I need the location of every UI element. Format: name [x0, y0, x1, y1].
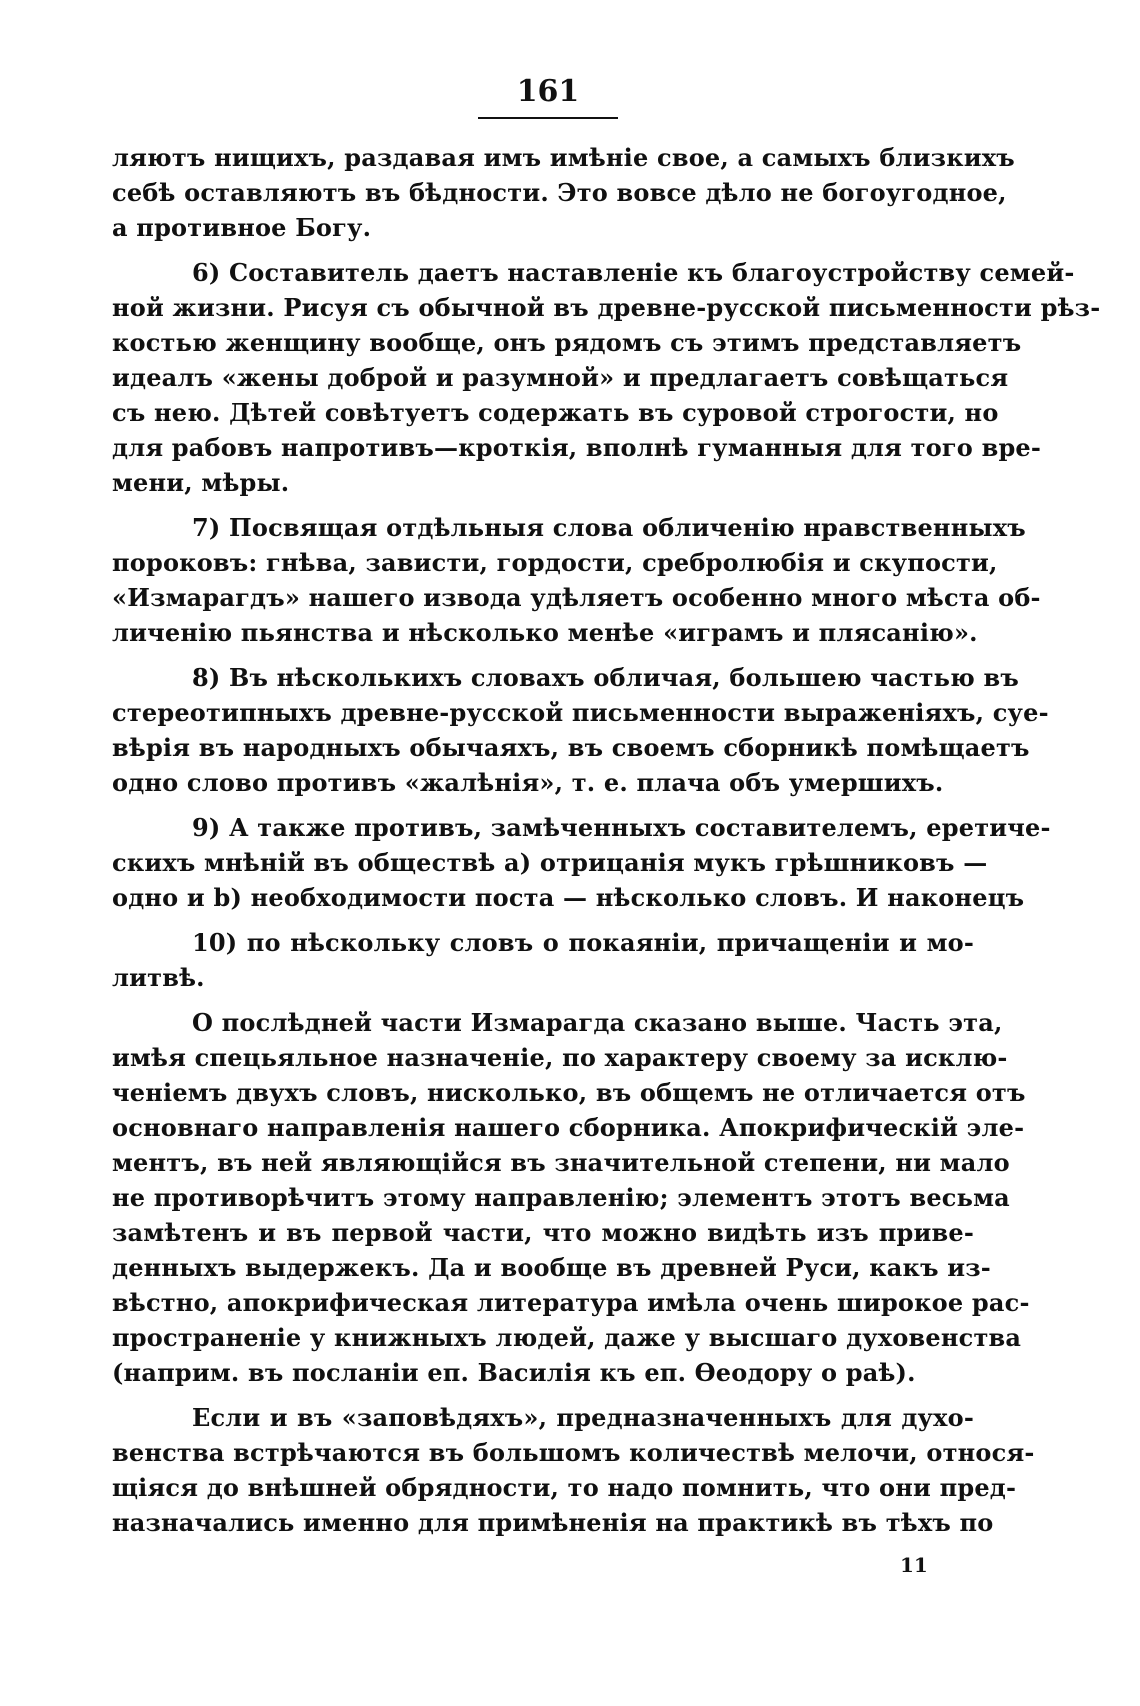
text-line: скихъ мнѣній въ обществѣ а) отрицанія мукъ грѣшниковъ —: [112, 848, 988, 877]
paragraph-6: [112, 925, 974, 995]
text-line: 6) Составитель даетъ наставленіе къ благоустройству семей-: [192, 258, 1075, 287]
paragraph-7: [112, 1005, 1030, 1390]
text-line: пороковъ: гнѣва, зависти, гордости, сребролюбія и скупости,: [112, 548, 998, 577]
text-line: Если и въ «заповѣдяхъ», предназначенныхъ для духо-: [192, 1403, 974, 1432]
text-line: личенію пьянства и нѣсколько менѣе «играмъ и плясанію».: [112, 618, 978, 647]
text-line: 9) А также противъ, замѣченныхъ составителемъ, еретиче-: [192, 813, 1051, 842]
text-line: стереотипныхъ древне-русской письменности выраженіяхъ, суе-: [112, 698, 1049, 727]
paragraph-4: [112, 660, 1049, 800]
text-line: пространеніе у книжныхъ людей, даже у высшаго духовенства: [112, 1323, 1022, 1352]
text-line: 7) Посвящая отдѣльныя слова обличенію нравственныхъ: [192, 513, 1026, 542]
text-line: имѣя спецьяльное назначеніе, по характеру своему за исклю-: [112, 1043, 1008, 1072]
text-line: себѣ оставляютъ въ бѣдности. Это вовсе дѣло не богоугодное,: [112, 178, 1007, 207]
body-text: [112, 140, 1101, 1540]
text-line: «Измарагдъ» нашего извода удѣляетъ особенно много мѣста об-: [112, 583, 1041, 612]
text-line: мени, мѣры.: [112, 468, 290, 497]
paragraph-5: [112, 810, 1051, 915]
text-line: ляютъ нищихъ, раздавая имъ имѣніе свое, а самыхъ близкихъ: [112, 143, 1015, 172]
text-line: ной жизни. Рисуя съ обычной въ древне-русской письменности рѣз-: [112, 293, 1101, 322]
text-line: 10) по нѣскольку словъ о покаяніи, причащеніи и мо-: [192, 928, 974, 957]
text-line: не противорѣчитъ этому направленію; элементъ этотъ весьма: [112, 1183, 1010, 1212]
text-line: 8) Въ нѣсколькихъ словахъ обличая, большею частью въ: [192, 663, 1020, 692]
text-line: О послѣдней части Измарагда сказано выше. Часть эта,: [192, 1008, 1003, 1037]
text-line: костью женщину вообще, онъ рядомъ съ этимъ представляетъ: [112, 328, 1022, 357]
text-line: ченіемъ двухъ словъ, нисколько, въ общемъ не отличается отъ: [112, 1078, 1026, 1107]
text-line: замѣтенъ и въ первой части, что можно видѣть изъ приве-: [112, 1218, 974, 1247]
text-line: (наприм. въ посланіи еп. Василія къ еп. Ѳеодору о раѣ).: [112, 1358, 916, 1387]
paragraph-3: [112, 510, 1041, 650]
text-line: денныхъ выдержекъ. Да и вообще въ древней Руси, какъ из-: [112, 1253, 991, 1282]
text-line: идеалъ «жены доброй и разумной» и предлагаетъ совѣщаться: [112, 363, 1009, 392]
text-line: назначались именно для примѣненія на практикѣ въ тѣхъ по: [112, 1508, 994, 1537]
text-line: ментъ, въ ней являющійся въ значительной степени, ни мало: [112, 1148, 1010, 1177]
text-line: одно слово противъ «жалѣнія», т. е. плача объ умершихъ.: [112, 768, 944, 797]
paragraph-8: [112, 1400, 1035, 1540]
text-line: вѣстно, апокрифическая литература имѣла очень широкое рас-: [112, 1288, 1030, 1317]
text-line: щіяся до внѣшней обрядности, то надо помнить, что они пред-: [112, 1473, 1017, 1502]
text-line: вѣрія въ народныхъ обычаяхъ, въ своемъ сборникѣ помѣщаетъ: [112, 733, 1030, 762]
text-line: съ нею. Дѣтей совѣтуетъ содержать въ суровой строгости, но: [112, 398, 999, 427]
paragraph-1: [112, 140, 1015, 245]
text-line: венства встрѣчаются въ большомъ количествѣ мелочи, относя-: [112, 1438, 1035, 1467]
text-line: одно и b) необходимости поста — нѣсколько словъ. И наконецъ: [112, 883, 1025, 912]
signature-mark: 11: [900, 1553, 928, 1577]
text-line: основнаго направленія нашего сборника. Апокрифическій эле-: [112, 1113, 1025, 1142]
page-number: 161: [478, 74, 618, 119]
text-line: литвѣ.: [112, 963, 205, 992]
text-line: для рабовъ напротивъ—кроткія, вполнѣ гуманныя для того вре-: [112, 433, 1042, 462]
text-line: а противное Богу.: [112, 213, 372, 242]
paragraph-2: [112, 255, 1101, 500]
